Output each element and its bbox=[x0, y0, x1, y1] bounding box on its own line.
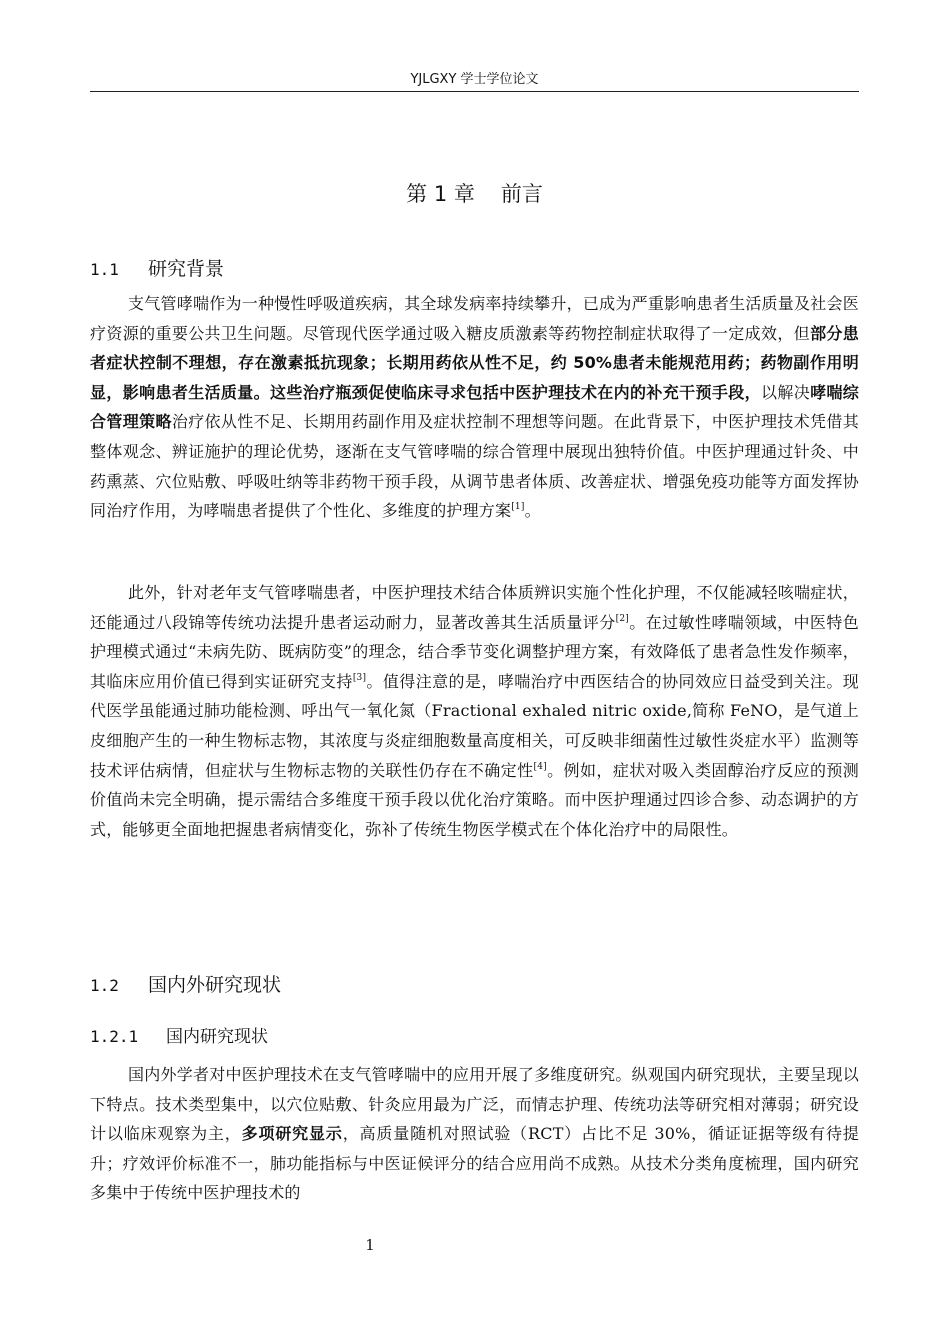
header-divider bbox=[90, 91, 859, 92]
text-run: 。 bbox=[524, 501, 541, 521]
text-run: 以解决 bbox=[760, 382, 811, 402]
section-title: 国内外研究现状 bbox=[148, 974, 282, 996]
citation-ref[interactable]: [3] bbox=[352, 672, 367, 683]
chapter-number: 第 1 章 bbox=[406, 182, 475, 206]
subsection-title: 国内研究现状 bbox=[166, 1027, 268, 1047]
citation-ref[interactable]: [2] bbox=[615, 613, 630, 624]
section-number: 1.1 bbox=[90, 260, 119, 279]
paragraph-background-2 bbox=[90, 578, 859, 844]
chapter-title bbox=[90, 178, 859, 208]
section-number: 1.2 bbox=[90, 976, 119, 995]
section-heading-1-2 bbox=[90, 970, 281, 997]
text-run: 。在过敏性哮喘领域，中医特色护理模式通过“未病先防、既病防变”的理念，结合季节变化调整护理方案，有效降低了患者急性发作频率，其临床应用价值已得到实证研究支持 bbox=[90, 612, 859, 691]
subsection-heading-1-2-1 bbox=[90, 1022, 268, 1047]
text-run: 此外，针对老年支气管哮喘患者，中医护理技术结合体质辨识实施个性化护理，不仅能减轻咳喘症状，还能通过八段锦等传统功法提升患者运动耐力，显著改善其生活质量评分 bbox=[90, 583, 859, 632]
bold-run: 多项研究显示 bbox=[241, 1124, 343, 1144]
subsection-number: 1.2.1 bbox=[90, 1027, 139, 1046]
text-run: 治疗依从性不足、长期用药副作用及症状控制不理想等问题。在此背景下，中医护理技术凭借其整体观念、辨证施护的理论优势，逐渐在支气管哮喘的综合管理中展现出独特价值。中医护理通过针灸、中药熏蒸、穴位贴敷、呼吸吐纳等非药物干预手段，从调节患者体质、改善症状、增强免疫功能等方面发挥协同治疗作用，为哮喘患者提供了个性化、多维度的护理方案 bbox=[90, 412, 859, 521]
bold-run: 部分患者症状控制不理想，存在激素抵抗现象；长期用药依从性不足，约 50%患者未能规范用药；药物副作用明显，影响患者生活质量。这些治疗瓶颈促使临床寻求包括中医护理技术在内的补充干预手段， bbox=[90, 323, 859, 402]
page-number: 1 bbox=[365, 1236, 375, 1254]
paragraph-background-1 bbox=[90, 289, 859, 526]
bold-run: 哮喘综合管理策略 bbox=[90, 382, 860, 432]
text-run: ，高质量随机对照试验（RCT）占比不足 30%，循证证据等级有待提升；疗效评价标准不一，肺功能指标与中医证候评分的结合应用尚不成熟。从技术分类角度梳理，国内研究多集中于传统中医护理技术的 bbox=[90, 1124, 859, 1203]
text-run: 国内外学者对中医护理技术在支气管哮喘中的应用开展了多维度研究。纵观国内研究现状，主要呈现以下特点。技术类型集中，以穴位贴敷、针灸应用最为广泛，而情志护理、传统功法等研究相对薄弱；研究设计以临床观察为主， bbox=[90, 1065, 859, 1144]
citation-ref[interactable]: [4] bbox=[533, 761, 547, 772]
section-title: 研究背景 bbox=[148, 258, 225, 280]
paragraph-domestic-status bbox=[90, 1060, 859, 1208]
section-heading-1-1 bbox=[90, 254, 224, 281]
text-run: 。例如，症状对吸入类固醇治疗反应的预测价值尚未完全明确，提示需结合多维度干预手段以优化治疗策略。而中医护理通过四诊合参、动态调护的方式，能够更全面地把握患者病情变化，弥补了传统生物医学模式在个体化治疗中的局限性。 bbox=[90, 760, 859, 839]
text-run: 支气管哮喘作为一种慢性呼吸道疾病，其全球发病率持续攀升，已成为严重影响患者生活质量及社会医疗资源的重要公共卫生问题。尽管现代医学通过吸入糖皮质激素等药物控制症状取得了一定成效，但 bbox=[90, 294, 859, 343]
text-run: 。值得注意的是，哮喘治疗中西医结合的协同效应日益受到关注。现代医学虽能通过肺功能检测、呼出气一氧化氮（Fractional exhaled nitric oxide,简称 FeNO，是气道上皮细胞产生的一种生物标志物，其浓度与炎症细胞数量高度相关，可反映非细菌性过敏性炎症水平）监测等技术评估病情，但症状与生物标志物的关联性仍存在不确定性 bbox=[90, 671, 859, 780]
chapter-name: 前言 bbox=[500, 182, 543, 206]
running-header: YJLGXY 学士学位论文 bbox=[410, 72, 539, 87]
citation-ref[interactable]: [1] bbox=[511, 502, 525, 513]
